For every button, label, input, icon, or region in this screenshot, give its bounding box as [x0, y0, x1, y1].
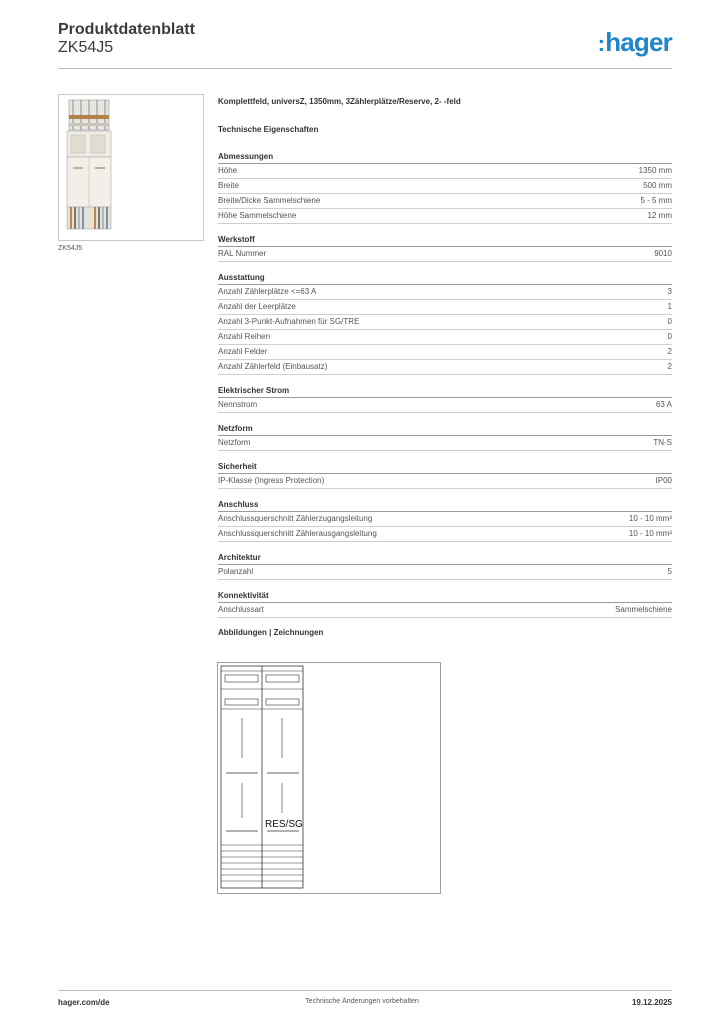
spec-value: 0: [667, 332, 672, 341]
product-photo-illustration: [59, 95, 203, 240]
footer-notice: Technische Änderungen vorbehalten: [305, 998, 419, 1005]
image-caption: ZK54J5: [58, 245, 83, 252]
spec-value: 2: [667, 362, 672, 371]
tech-heading: Technische Eigenschaften: [218, 125, 319, 134]
section-title: Konnektivität: [218, 590, 672, 603]
product-description: Komplettfeld, universZ, 1350mm, 3Zählerplätze/Reserve, 2- -feld: [218, 97, 461, 106]
spec-value: 1: [667, 302, 672, 311]
section-title: Sicherheit: [218, 461, 672, 474]
section-abmessungen: [218, 151, 672, 224]
spec-row: [218, 285, 672, 300]
spec-value: 5: [667, 567, 672, 576]
spec-row: [218, 209, 672, 224]
section-netzform: [218, 423, 672, 451]
spec-label: Breite: [218, 181, 239, 190]
spec-value: 3: [667, 287, 672, 296]
spec-value: 2: [667, 347, 672, 356]
spec-value: IP00: [655, 476, 672, 485]
spec-label: Anzahl Felder: [218, 347, 268, 356]
spec-value: 9010: [654, 249, 672, 258]
spec-row: [218, 436, 672, 451]
product-code: ZK54J5: [58, 39, 114, 56]
spec-label: Breite/Dicke Sammelschiene: [218, 196, 321, 205]
panel-drawing: [218, 663, 440, 893]
section-konnektivitaet: [218, 590, 672, 618]
spec-value: 500 mm: [643, 181, 672, 190]
spec-row: [218, 300, 672, 315]
spec-label: Höhe: [218, 166, 238, 175]
spec-row: [218, 512, 672, 527]
spec-label: Anschlussart: [218, 605, 264, 614]
spec-value: 10 - 10 mm²: [628, 514, 672, 523]
spec-value: 63 A: [655, 400, 672, 409]
spec-content: [218, 97, 672, 637]
footer-date: 19.12.2025: [631, 998, 672, 1007]
spec-label: Anzahl der Leerplätze: [218, 302, 296, 311]
spec-label: Höhe Sammelschiene: [218, 211, 297, 220]
spec-value: 1350 mm: [638, 166, 672, 175]
spec-row: [218, 345, 672, 360]
spec-value: 10 - 10 mm²: [628, 529, 672, 538]
spec-value: 12 mm: [647, 211, 672, 220]
spec-row: [218, 603, 672, 618]
header-divider: [58, 68, 672, 69]
spec-label: IP-Klasse (Ingress Protection): [218, 476, 325, 485]
spec-row: [218, 474, 672, 489]
spec-label: Netzform: [218, 438, 251, 447]
figures-heading: Abbildungen | Zeichnungen: [218, 628, 324, 637]
technical-drawing: [217, 662, 441, 894]
section-architektur: [218, 552, 672, 580]
section-title: Anschluss: [218, 499, 672, 512]
section-anschluss: [218, 499, 672, 542]
spec-row: [218, 194, 672, 209]
spec-value: TN-S: [653, 438, 672, 447]
section-title: Abmessungen: [218, 151, 672, 164]
spec-label: Anzahl Zählerfeld (Einbausatz): [218, 362, 328, 371]
logo-text: hager: [605, 27, 672, 57]
section-title: Netzform: [218, 423, 672, 436]
spec-value: Sammelschiene: [615, 605, 672, 614]
spec-row: [218, 330, 672, 345]
section-title: Architektur: [218, 552, 672, 565]
spec-row: [218, 565, 672, 580]
spec-label: Anzahl Reihen: [218, 332, 271, 341]
spec-row: [218, 398, 672, 413]
spec-row: [218, 315, 672, 330]
section-title: Ausstattung: [218, 272, 672, 285]
spec-value: 5 - 5 mm: [640, 196, 672, 205]
section-sicherheit: [218, 461, 672, 489]
spec-label: Anzahl Zählerplätze <=63 A: [218, 287, 317, 296]
footer-divider: [58, 990, 672, 991]
spec-value: 0: [667, 317, 672, 326]
page-title: Produktdatenblatt: [58, 21, 195, 38]
spec-label: Anschlussquerschnitt Zählerzugangsleitung: [218, 514, 373, 523]
spec-row: [218, 164, 672, 179]
section-elektrischer-strom: [218, 385, 672, 413]
spec-row: [218, 527, 672, 542]
footer-website[interactable]: hager.com/de: [58, 998, 110, 1007]
section-ausstattung: [218, 272, 672, 375]
spec-row: [218, 179, 672, 194]
spec-label: Anschlussquerschnitt Zählerausgangsleitung: [218, 529, 377, 538]
section-title: Elektrischer Strom: [218, 385, 672, 398]
section-werkstoff: [218, 234, 672, 262]
spec-label: Nennstrom: [218, 400, 258, 409]
hager-logo: :hager: [597, 27, 672, 57]
spec-label: Polanzahl: [218, 567, 254, 576]
spec-row: [218, 360, 672, 375]
section-title: Werkstoff: [218, 234, 672, 247]
drawing-label: RES/SG: [265, 819, 303, 830]
spec-row: [218, 247, 672, 262]
spec-label: RAL Nummer: [218, 249, 267, 258]
product-image: [58, 94, 204, 241]
spec-label: Anzahl 3-Punkt-Aufnahmen für SG/TRE: [218, 317, 360, 326]
